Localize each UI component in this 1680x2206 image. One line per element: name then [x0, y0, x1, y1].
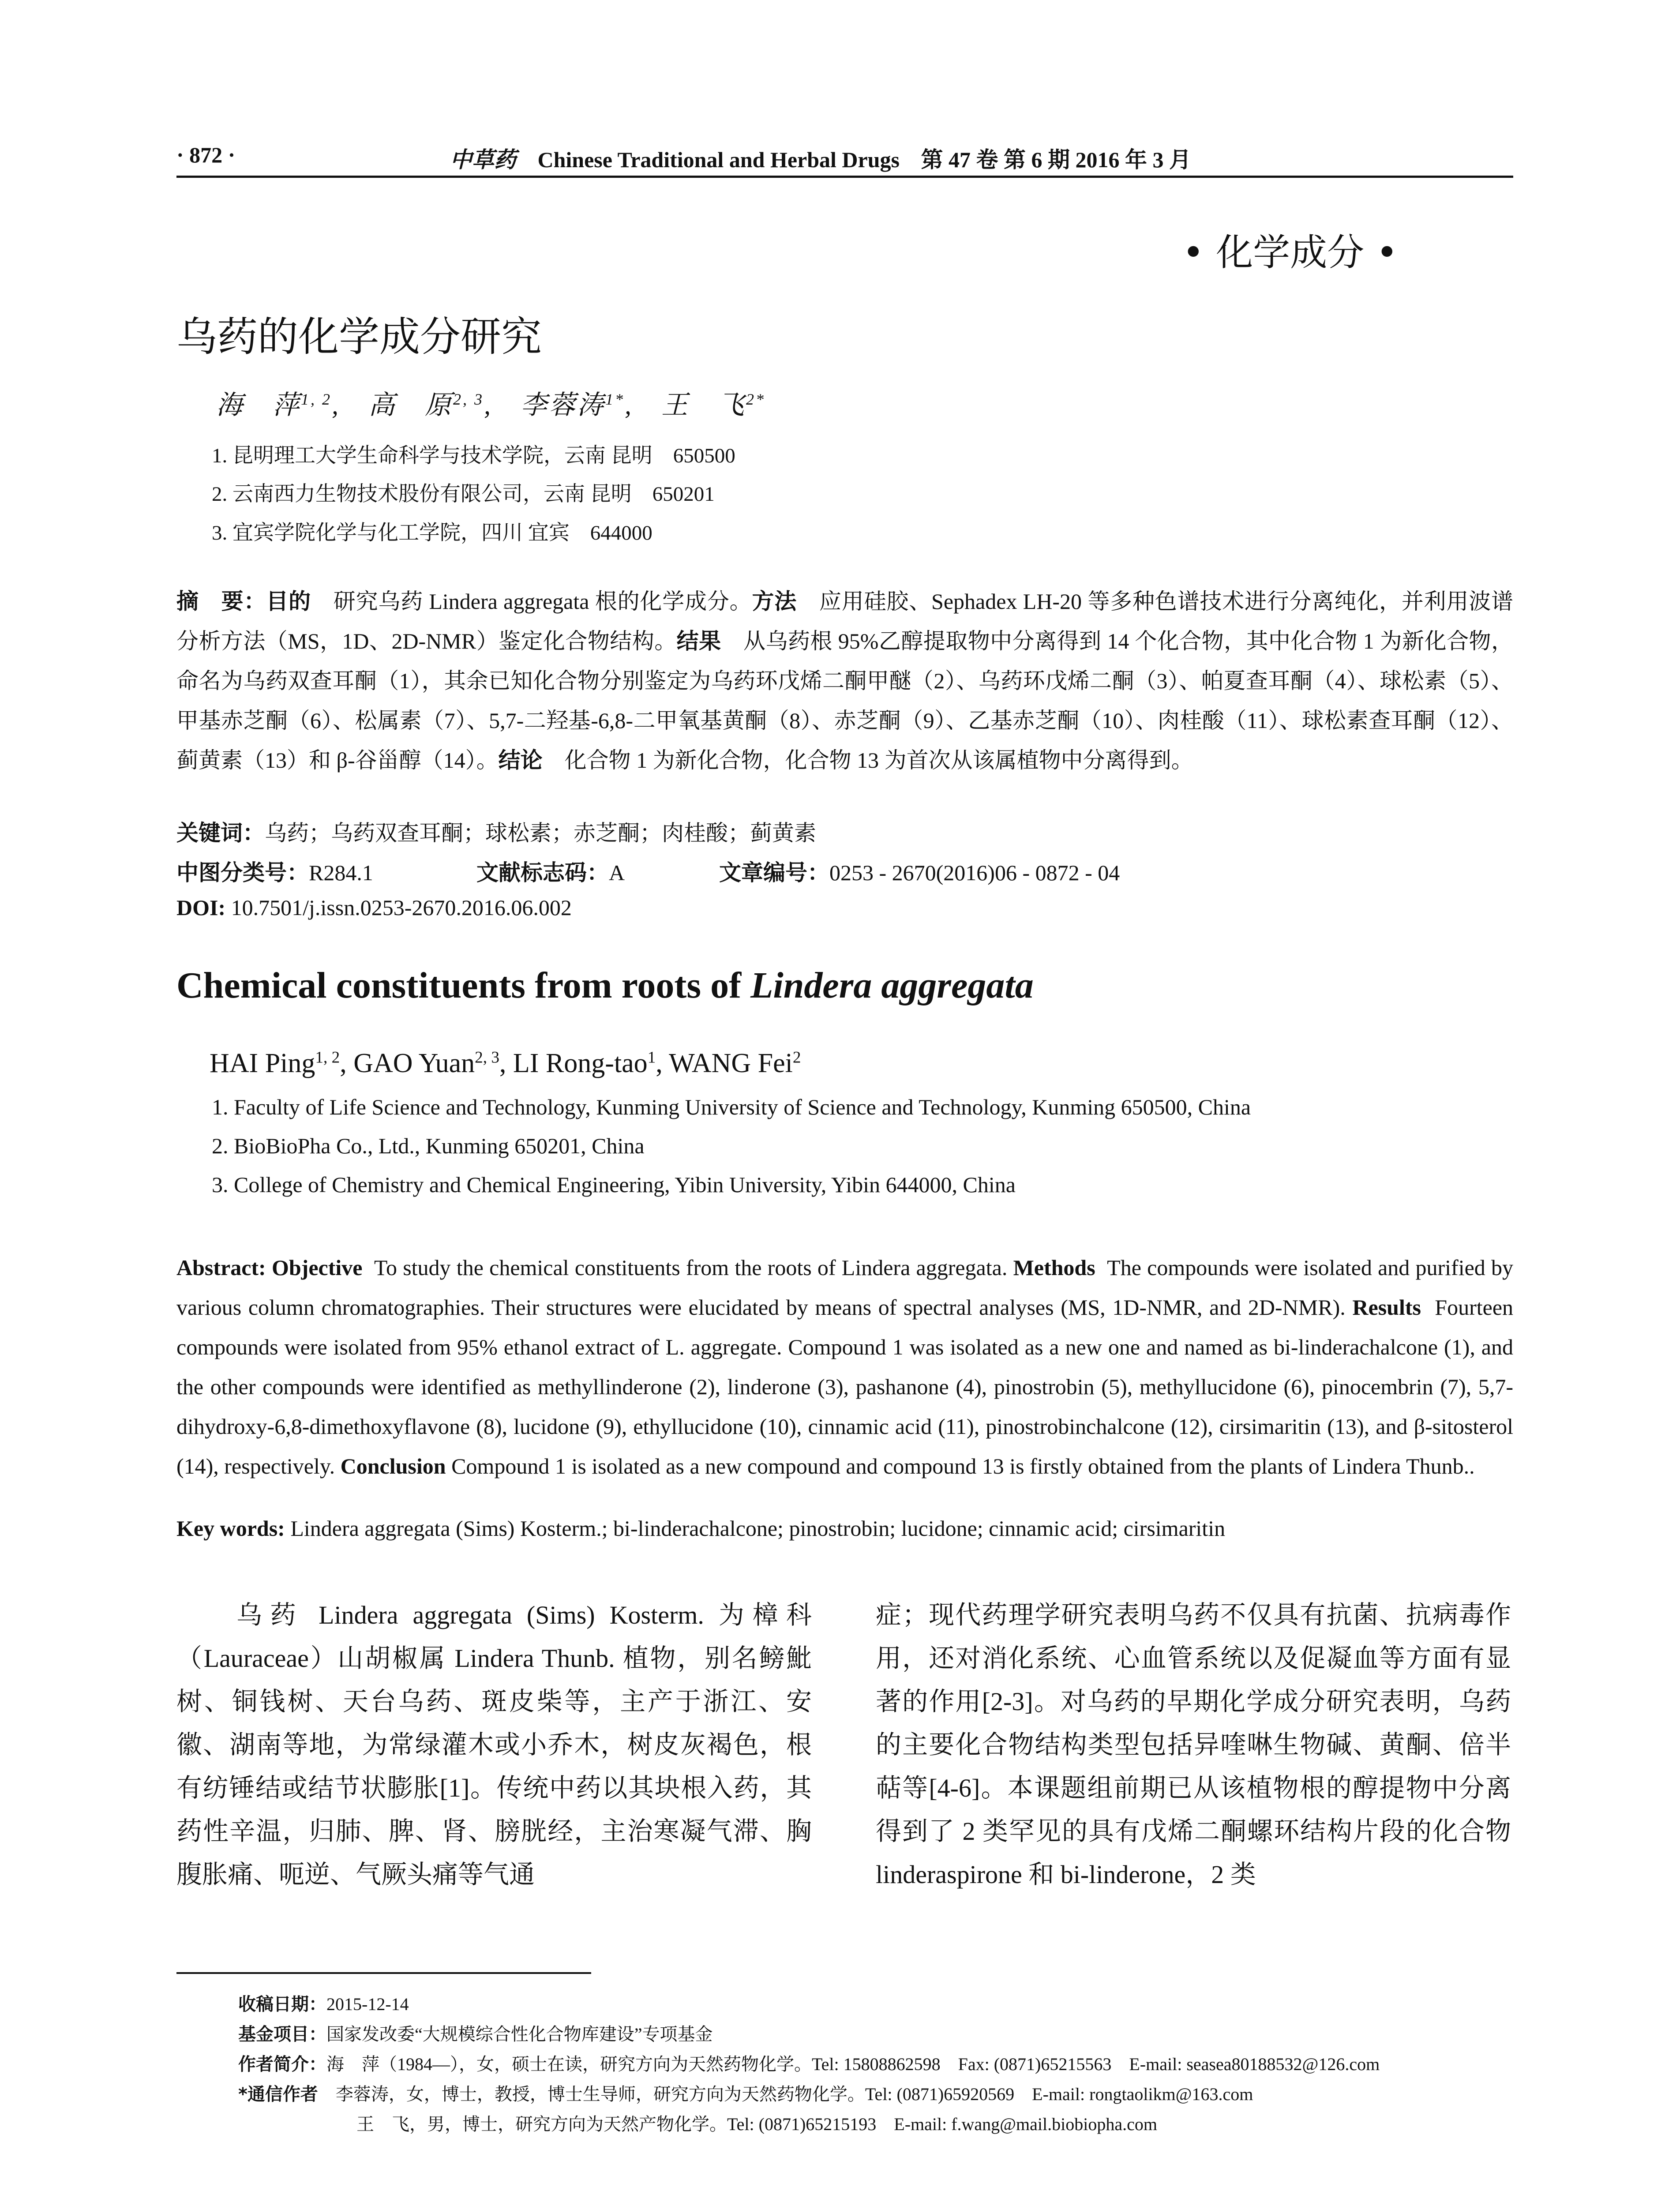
footnote-author-label: 作者简介： — [238, 2054, 326, 2075]
cn-author-affiliation-mark: 2, 3 — [453, 390, 484, 408]
page-number: · 872 · — [176, 143, 236, 167]
footnote-fund-value: 国家发改委“大规模综合性化合物库建设”专项基金 — [326, 2024, 713, 2044]
journal-name — [450, 142, 1191, 174]
journal-issue: 第 47 卷 第 6 期 2016 年 3 月 — [921, 147, 1191, 172]
footnote-author-value: 海 萍（1984—），女，硕士在读，研究方向为天然药物化学。Tel: 15808862598 Fax: (0871)65215563 E-mail: seasea80188532@126.com — [326, 2054, 1380, 2074]
footnote-author — [238, 2052, 1380, 2077]
footnote-corresponding — [238, 2082, 1253, 2107]
cn-author: 海 萍 — [216, 390, 301, 420]
cn-abstract-label: 摘 要： — [176, 589, 266, 614]
footnote-corresponding-1: 李蓉涛，女，博士，教授，博士生导师，研究方向为天然药物化学。Tel: (0871)65920569 E-mail: rongtaolikm@163.com — [335, 2084, 1253, 2104]
en-results-text: Fourteen compounds were isolated from 95% ethanol extract of L. aggregate. Compound 1 was isolated as a new one and named as bi-linderachalcone (1), and the other compounds were identified as methyllinderone (2), linderone (3), pashanone (4), pinostrobin (5), methyllucidone (6), pinocembrin (7), 5,7-dihydroxy-6,8-dimethoxyflavone (8), lucidone (9), ethyllucidone (10), cinnamic acid (11), pinostrobinchalcone (12), cirsimaritin (13), and β-sitosterol (14), respectively. — [176, 1295, 1514, 1478]
en-author-affiliation-mark: 2 — [792, 1048, 801, 1067]
en-keywords — [176, 1516, 1513, 1541]
cn-title: 乌药的化学成分研究 — [176, 313, 542, 360]
cn-authors: 海 萍$^{1, 2}$, 高 原$^{2, 3}$, 李蓉涛$^{1*}$, 王 飞$^{2*}$ — [216, 390, 765, 420]
doc-code-value: A — [609, 860, 625, 885]
cn-author: 高 原 — [368, 390, 453, 420]
en-objective-text: To study the chemical constituents from the roots of Lindera aggregata. — [374, 1255, 1008, 1280]
doi-link[interactable]: 10.7501/j.issn.0253-2670.2016.06.002 — [231, 895, 572, 920]
journal-name-en: Chinese Traditional and Herbal Drugs — [537, 147, 900, 172]
en-abstract — [176, 1248, 1513, 1486]
en-objective-label: Objective — [271, 1255, 363, 1280]
en-author-affiliation-mark: 2, 3 — [475, 1048, 499, 1067]
footnote-received — [238, 1992, 409, 2017]
body-column-right: 症；现代药理学研究表明乌药不仅具有抗菌、抗病毒作用，还对消化系统、心血管系统以及促凝血等方面有显著的作用[2-3]。对乌药的早期化学成分研究表明，乌药的主要化合物结构类型包括异喹啉生物碱、黄酮、倍半萜等[4-6]。本课题组前期已从该植物根的醇提物中分离得到了 2 类罕见的具有戊烯二酮螺环结构片段的化合物 linderaspirone 和 bi-linderone，2 类 — [876, 1601, 1511, 1889]
running-header — [176, 142, 1513, 177]
body-column-left: 乌药 Lindera aggregata (Sims) Kosterm. 为樟科（Lauraceae）山胡椒属 Lindera Thunb. 植物，别名鳑魮树、铜钱树、天台乌药、斑皮柴等，主产于浙江、安徽、湖南等地，为常绿灌木或小乔木，树皮灰褐色，根有纺锤结或结节状膨胀[1]。传统中药以其块根入药，其药性辛温，归肺、脾、肾、膀胱经，主治寒凝气滞、胸腹胀痛、呃逆、气厥头痛等气通 — [176, 1601, 812, 1889]
cn-affiliation: 1. 昆明理工大学生命科学与技术学院，云南 昆明 650500 — [212, 444, 735, 467]
section-label: • 化学成分 • — [1182, 231, 1398, 274]
en-affiliation: 1. Faculty of Life Science and Technology, Kunming University of Science and Technology, Kunming 650500, China — [212, 1095, 1251, 1119]
header-rule — [176, 176, 1513, 178]
article-no-label: 文章编号： — [719, 860, 829, 885]
cn-author: 王 飞 — [661, 390, 746, 420]
cn-keywords — [176, 815, 1513, 847]
journal-name-cn: 中草药 — [450, 147, 516, 172]
en-title — [176, 964, 1034, 1007]
clc-value: R284.1 — [309, 860, 373, 885]
cn-affiliation: 3. 宜宾学院化学与化工学院，四川 宜宾 644000 — [212, 521, 652, 544]
cn-results-label: 结果 — [676, 628, 721, 654]
en-author-affiliation-mark: 1 — [647, 1048, 656, 1067]
cn-author-affiliation-mark: 1, 2 — [301, 390, 332, 408]
en-author: HAI Ping — [210, 1048, 315, 1078]
cn-keywords-label: 关键词： — [176, 820, 265, 846]
footnote-received-label: 收稿日期： — [238, 1994, 326, 2015]
article-no-value: 0253 - 2670(2016)06 - 0872 - 04 — [829, 860, 1120, 885]
cn-abstract — [176, 582, 1513, 780]
cn-conclusion-label: 结论 — [498, 747, 543, 773]
en-title-species: Lindera aggregata — [750, 965, 1034, 1006]
cn-keywords-text: 乌药；乌药双查耳酮；球松素；赤芝酮；肉桂酸；蓟黄素 — [265, 821, 816, 845]
doi-label: DOI: — [176, 895, 226, 920]
en-title-text: Chemical constituents from roots of — [176, 965, 751, 1006]
en-affiliation: 2. BioBioPha Co., Ltd., Kunming 650201, China — [212, 1133, 645, 1158]
en-results-label: Results — [1352, 1295, 1421, 1320]
cn-methods-label: 方法 — [752, 589, 797, 614]
cn-author-affiliation-mark: 1* — [605, 390, 625, 408]
cn-results-text: 从乌药根 95%乙醇提取物中分离得到 14 个化合物，其中化合物 1 为新化合物，命名为乌药双查耳酮（1），其余已知化合物分别鉴定为乌药环戊烯二酮甲醚（2）、乌药环戊烯二酮（3）、帕夏查耳酮（4）、球松素（5）、甲基赤芝酮（6）、松属素（7）、5,7-二羟基-6,8-二甲氧基黄酮（8）、赤芝酮（9）、乙基赤芝酮（10）、肉桂酸（11）、球松素查耳酮（12）、蓟黄素（13）和 β-谷甾醇（14）。 — [176, 629, 1513, 773]
en-conclusion-text: Compound 1 is isolated as a new compound and compound 13 is firstly obtained from the plants of Lindera Thunb.. — [451, 1454, 1475, 1478]
en-conclusion-label: Conclusion — [340, 1454, 446, 1478]
en-methods-text: The compounds were isolated and purified by various column chromatographies. Their structures were elucidated by means of spectral analyses (MS, 1D-NMR, and 2D-NMR). — [176, 1255, 1514, 1320]
cn-affiliation: 2. 云南西力生物技术股份有限公司，云南 昆明 650201 — [212, 483, 715, 506]
footnote-fund-label: 基金项目： — [238, 2024, 326, 2045]
cn-methods-text: 应用硅胶、Sephadex LH-20 等多种色谱技术进行分离纯化，并利用波谱分析方法（MS，1D、2D-NMR）鉴定化合物结构。 — [176, 589, 1514, 653]
cn-objective-label: 目的 — [266, 589, 311, 614]
en-author: GAO Yuan — [353, 1048, 475, 1078]
en-authors: HAI Ping$^{1, 2}$, GAO Yuan$^{2, 3}$, LI Rong-tao$^1$, WANG Fei$^2$ — [210, 1048, 801, 1078]
cn-objective-text: 研究乌药 Lindera aggregata 根的化学成分。 — [333, 589, 752, 614]
clc-label: 中图分类号： — [176, 860, 309, 885]
en-keywords-label: Key words: — [176, 1516, 285, 1541]
en-methods-label: Methods — [1013, 1255, 1095, 1280]
en-abstract-label: Abstract: — [176, 1255, 266, 1280]
en-author: LI Rong-tao — [513, 1048, 648, 1078]
doc-code-label: 文献标志码： — [476, 860, 609, 885]
en-author: WANG Fei — [669, 1048, 793, 1078]
en-keywords-text: Lindera aggregata (Sims) Kosterm.; bi-linderachalcone; pinostrobin; lucidone; cinnamic acid; cirsimaritin — [290, 1516, 1226, 1541]
en-affiliation: 3. College of Chemistry and Chemical Engineering, Yibin University, Yibin 644000, China — [212, 1172, 1016, 1197]
en-author-affiliation-mark: 1, 2 — [315, 1048, 340, 1067]
cn-author-affiliation-mark: 2* — [746, 390, 765, 408]
footnote-fund — [238, 2022, 713, 2047]
cn-conclusion-text: 化合物 1 为新化合物，化合物 13 为首次从该属植物中分离得到。 — [564, 748, 1193, 773]
footnote-rule — [176, 1972, 591, 1974]
footnote-corresponding-2: 王 飞，男，博士，研究方向为天然产物化学。Tel: (0871)65215193 E-mail: f.wang@mail.biobiopha.com — [356, 2114, 1157, 2134]
doi-line — [176, 895, 572, 920]
cn-author: 李蓉涛 — [521, 390, 605, 420]
footnote-received-value: 2015-12-14 — [326, 1994, 409, 2014]
footnote-corresponding-label: *通信作者 — [238, 2084, 318, 2105]
